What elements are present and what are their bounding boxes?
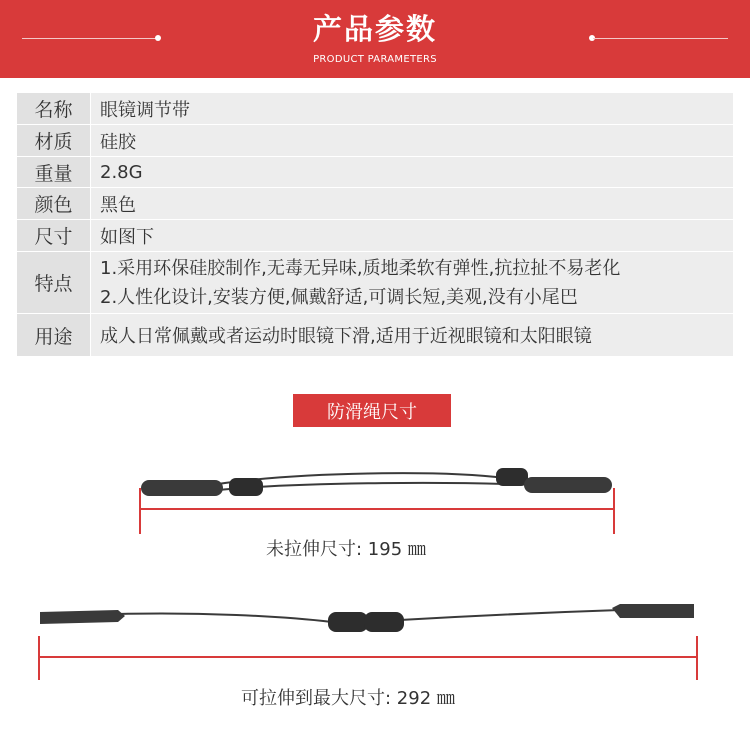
row-value: 黑色 bbox=[100, 194, 136, 216]
measure-tick-left bbox=[38, 636, 40, 680]
size-section-tag: 防滑绳尺寸 bbox=[293, 394, 451, 427]
row-label: 尺寸 bbox=[17, 220, 91, 251]
cord-end-left bbox=[40, 610, 125, 624]
measure-line-stretched bbox=[38, 656, 698, 658]
page-subtitle: PRODUCT PARAMETERS bbox=[313, 54, 437, 65]
cord-slider-right bbox=[496, 468, 528, 486]
cord-end-right bbox=[524, 477, 612, 493]
measure-tick-right bbox=[613, 488, 615, 534]
cord-stretched-image bbox=[40, 604, 694, 632]
feature-line: 2.人性化设计,安装方便,佩戴舒适,可调长短,美观,没有小尾巴 bbox=[100, 286, 578, 308]
row-label: 名称 bbox=[17, 93, 91, 124]
row-label: 材质 bbox=[17, 125, 91, 156]
measure-tick-left bbox=[139, 488, 141, 534]
measure-line-unstretched bbox=[139, 508, 615, 510]
measure-tick-right bbox=[696, 636, 698, 680]
unstretched-size-label: 未拉伸尺寸: 195 ㎜ bbox=[266, 539, 426, 560]
cord-end-right bbox=[612, 604, 694, 618]
cord-slider-left bbox=[229, 478, 263, 496]
cord-slider-left bbox=[328, 612, 368, 632]
page-title: 产品参数 bbox=[312, 12, 437, 46]
row-label: 用途 bbox=[17, 314, 91, 356]
feature-line: 1.采用环保硅胶制作,无毒无异味,质地柔软有弹性,抗拉扯不易老化 bbox=[100, 257, 621, 279]
row-label: 重量 bbox=[17, 157, 91, 187]
row-value: 成人日常佩戴或者运动时眼镜下滑,适用于近视眼镜和太阳眼镜 bbox=[100, 326, 592, 347]
row-value: 硅胶 bbox=[100, 131, 136, 153]
cord-slider-right bbox=[364, 612, 404, 632]
row-label: 特点 bbox=[17, 252, 91, 313]
cord-end-left bbox=[141, 480, 223, 496]
cord-unstretched-image bbox=[141, 468, 612, 496]
stretched-size-label: 可拉伸到最大尺寸: 292 ㎜ bbox=[241, 688, 455, 709]
row-value: 如图下 bbox=[100, 226, 154, 248]
row-value: 眼镜调节带 bbox=[100, 99, 190, 121]
row-value: 2.8G bbox=[100, 161, 143, 183]
row-label: 颜色 bbox=[17, 188, 91, 219]
